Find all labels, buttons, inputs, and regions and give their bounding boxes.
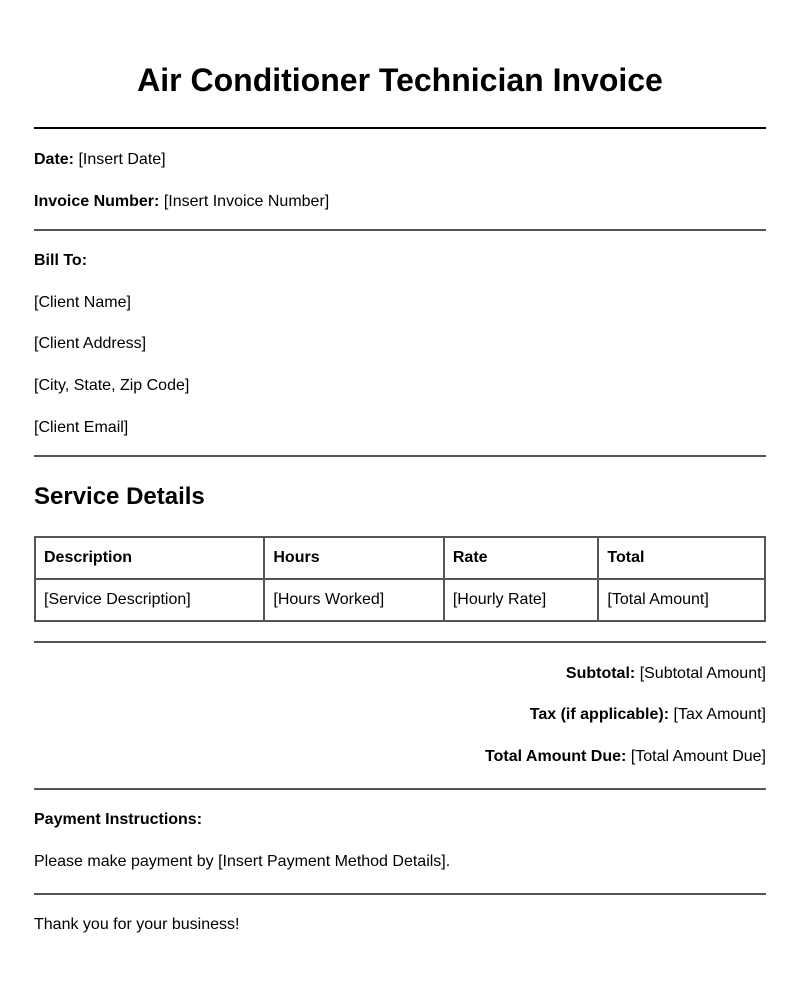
tax-label: Tax (if applicable): (529, 706, 670, 723)
service-details-heading: Service Details (34, 483, 205, 510)
subtotal-value: [Subtotal Amount] (639, 665, 766, 682)
column-header-description: Description (35, 537, 264, 579)
client-email: [Client Email] (34, 419, 129, 436)
subtotal-label: Subtotal: (565, 665, 636, 682)
divider (34, 127, 766, 129)
divider (34, 788, 766, 790)
column-header-rate: Rate (444, 537, 599, 579)
invoice-number-value: [Insert Invoice Number] (163, 193, 330, 210)
thank-you-note: Thank you for your business! (34, 916, 240, 933)
subtotal-line (566, 664, 766, 684)
table-header-row (35, 537, 765, 579)
divider (34, 455, 766, 457)
divider (34, 641, 766, 643)
bill-to-heading: Bill To: (34, 252, 88, 269)
payment-instructions-heading: Payment Instructions: (34, 811, 203, 828)
client-address: [Client Address] (34, 335, 147, 352)
cell-rate: [Hourly Rate] (444, 579, 599, 621)
cell-total: [Total Amount] (598, 579, 765, 621)
payment-instructions-label (34, 810, 202, 830)
divider (34, 893, 766, 895)
total-due-label: Total Amount Due: (485, 748, 627, 765)
column-header-hours: Hours (264, 537, 443, 579)
date-line (34, 150, 166, 170)
total-due-line (485, 747, 766, 767)
table-row (35, 579, 765, 621)
tax-value: [Tax Amount] (673, 706, 766, 723)
payment-instructions-text: Please make payment by [Insert Payment Method Details]. (34, 853, 451, 870)
page-title: Air Conditioner Technician Invoice (137, 62, 663, 98)
cell-hours: [Hours Worked] (264, 579, 443, 621)
divider (34, 229, 766, 231)
date-label: Date: (34, 151, 75, 168)
client-name: [Client Name] (34, 294, 131, 311)
service-table (34, 536, 766, 622)
total-due-value: [Total Amount Due] (630, 748, 766, 765)
bill-to-label (34, 251, 87, 271)
invoice-number-line (34, 192, 329, 212)
cell-description: [Service Description] (35, 579, 264, 621)
column-header-total: Total (598, 537, 765, 579)
tax-line (530, 705, 766, 725)
date-value: [Insert Date] (78, 151, 166, 168)
invoice-number-label: Invoice Number: (34, 193, 160, 210)
client-city-state-zip: [City, State, Zip Code] (34, 377, 190, 394)
